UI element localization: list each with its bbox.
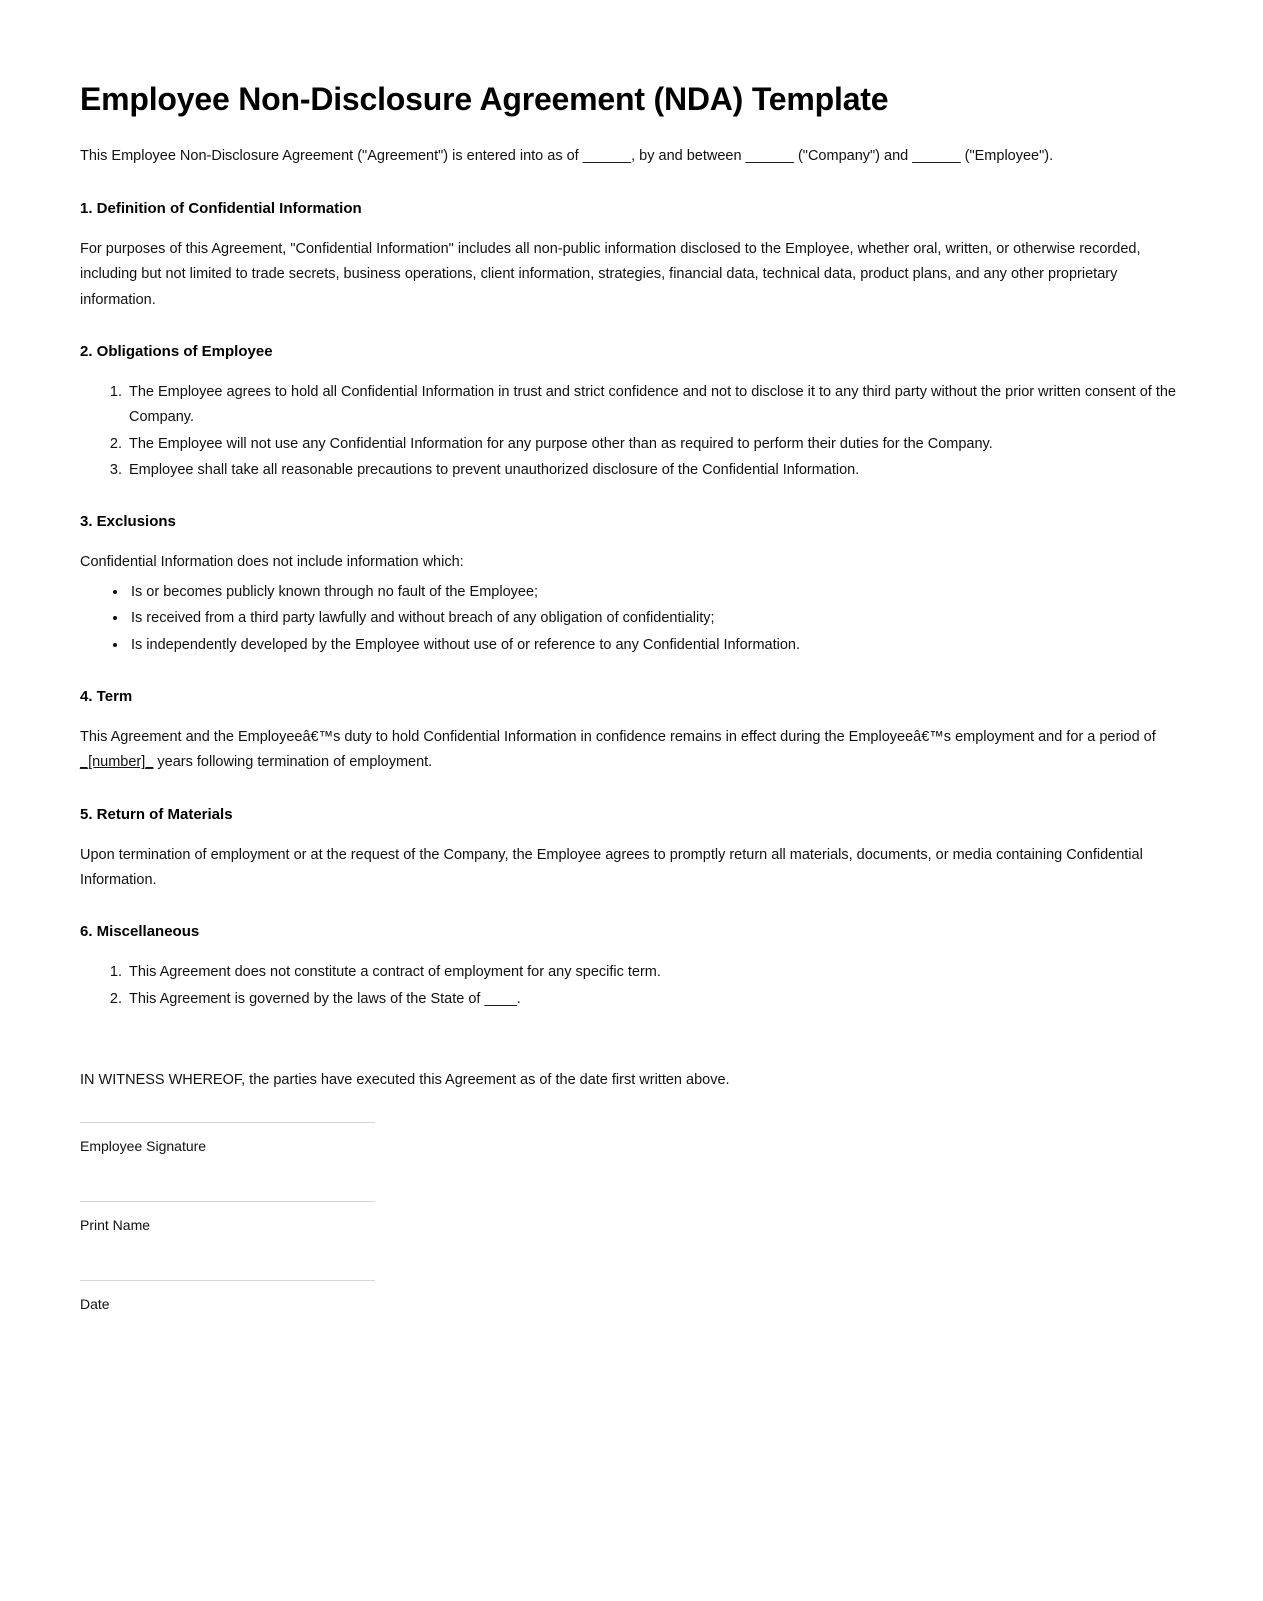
section-heading-definition: 1. Definition of Confidential Information [80, 199, 362, 217]
page-title: Employee Non-Disclosure Agreement (NDA) Template [80, 81, 889, 117]
miscellaneous-list [80, 960, 1179, 1012]
list-item: • Is or becomes publicly known through no fault of the Employee; [128, 580, 1179, 605]
list-item: 2. The Employee will not use any Confidential Information for any purpose other than as required to perform their duties for the Company. [126, 432, 1179, 457]
print-name-line[interactable] [80, 1201, 375, 1202]
employee-signature-line[interactable] [80, 1122, 375, 1123]
employee-signature-label: Employee Signature [80, 1137, 207, 1154]
section-body-term [80, 725, 1179, 776]
section-heading-exclusions: 3. Exclusions [80, 513, 176, 531]
term-text-before-blank: This Agreement and the Employeeâ€™s duty to hold Confidential Information in confidence remains in effect during the Employeeâ€™s employment and for a period of [80, 728, 1156, 745]
section-heading-miscellaneous: 6. Miscellaneous [80, 923, 200, 941]
section-body-definition: For purposes of this Agreement, "Confidential Information" includes all non-public information disclosed to the Employee, whether oral, written, or otherwise recorded, including but not limited to trade secrets, business operations, client information, strategies, financial data, technical data, product plans, and any other proprietary information. [80, 240, 1141, 308]
list-item: 3. Employee shall take all reasonable precautions to prevent unauthorized disclosure of the Confidential Information. [126, 458, 1179, 483]
execution-block [80, 1068, 1179, 1316]
intro-paragraph: This Employee Non-Disclosure Agreement ("Agreement") is entered into as of ______, by and between ______ ("Company") and ______ ("Employee"). [80, 148, 1054, 165]
term-years-blank: _[number]_ [80, 754, 154, 771]
signature-block [80, 1122, 1179, 1316]
list-item: 2. This Agreement is governed by the laws of the State of ____. [126, 987, 1179, 1012]
list-item: • Is received from a third party lawfully and without breach of any obligation of confidentiality; [128, 606, 1179, 631]
section-heading-return-of-materials: 5. Return of Materials [80, 805, 233, 823]
term-text-after-blank: years following termination of employment. [153, 754, 433, 771]
witness-clause: IN WITNESS WHEREOF, the parties have executed this Agreement as of the date first written above. [80, 1072, 730, 1089]
section-body-return-of-materials: Upon termination of employment or at the request of the Company, the Employee agrees to promptly return all materials, documents, or media containing Confidential Information. [80, 846, 1143, 889]
exclusions-lead-text: Confidential Information does not include information which: [80, 554, 464, 571]
list-item: 1. This Agreement does not constitute a contract of employment for any specific term. [126, 960, 1179, 985]
exclusions-list [80, 580, 1179, 658]
list-item: • Is independently developed by the Employee without use of or reference to any Confidential Information. [128, 633, 1179, 658]
section-heading-obligations: 2. Obligations of Employee [80, 342, 273, 360]
date-line[interactable] [80, 1280, 375, 1281]
date-label: Date [80, 1296, 110, 1313]
obligations-list [80, 380, 1179, 484]
section-heading-term: 4. Term [80, 687, 133, 705]
list-item: 1. The Employee agrees to hold all Confidential Information in trust and strict confidence and not to disclose it to any third party without the prior written consent of the Company. [126, 380, 1179, 431]
print-name-label: Print Name [80, 1216, 151, 1233]
